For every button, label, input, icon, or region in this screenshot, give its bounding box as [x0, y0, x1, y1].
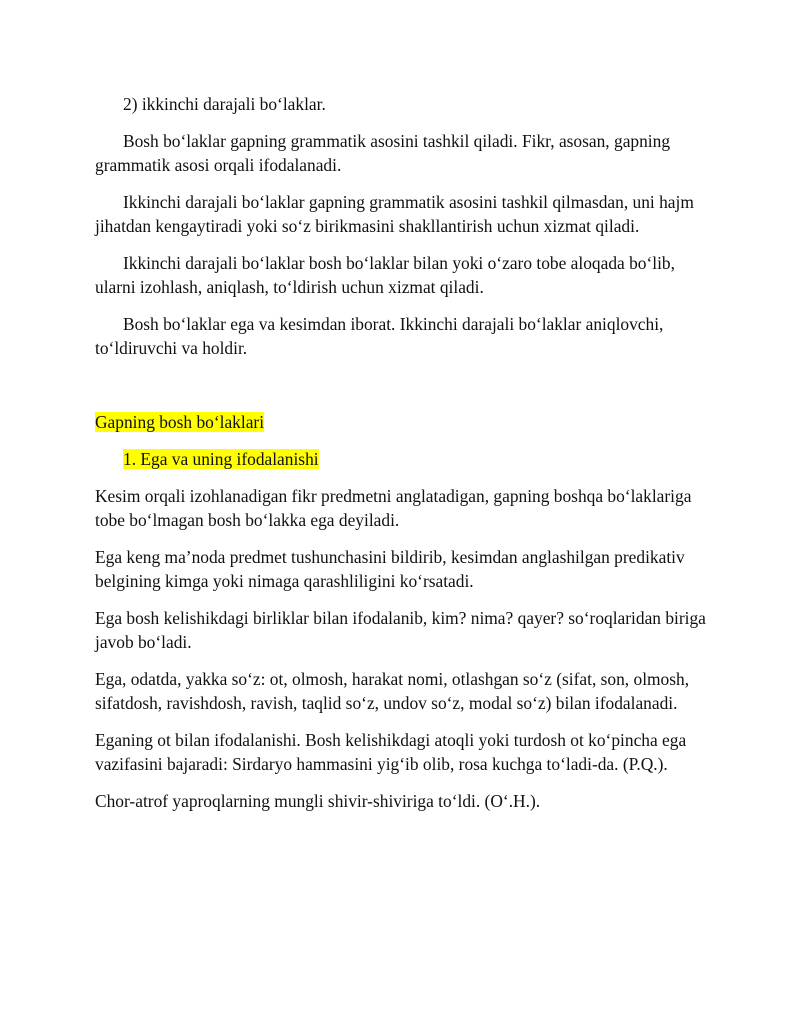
subsection-heading-text: 1. Ega va uning ifodalanishi [123, 449, 319, 469]
paragraph-secondary-parts-definition: Ikkinchi darajali bo‘laklar gapning grammatik asosini tashkil qilmasdan, uni hajm jihatdan kengaytiradi yoki so‘z birikmasini shakllantirish uchun xizmat qiladi. [95, 192, 694, 236]
section-spacer [95, 373, 710, 410]
document-page [95, 92, 710, 826]
paragraph-subject-expression: Ega, odatda, yakka so‘z: ot, olmosh, harakat nomi, otlashgan so‘z (sifat, son, olmosh, sifatdosh, ravishdosh, ravish, taqlid so‘z, undov so‘z, modal so‘z) bilan ifodalanadi. [95, 669, 690, 713]
paragraph-list-item-2: 2) ikkinchi darajali bo‘laklar. [123, 94, 326, 114]
paragraph-subject-case: Ega bosh kelishikdagi birliklar bilan ifodalanib, kim? nima? qayer? so‘roqlaridan biriga javob bo‘ladi. [95, 608, 706, 652]
paragraph-example-quote: Chor-atrof yaproqlarning mungli shivir-shiviriga to‘ldi. (O‘.H.). [95, 791, 541, 811]
paragraph-subject-broad-meaning: Ega keng ma’noda predmet tushunchasini bildirib, kesimdan anglashilgan predikativ belgining kimga yoki nimaga qarashliligini ko‘rsatadi. [95, 547, 685, 591]
paragraph-subject-definition: Kesim orqali izohlanadigan fikr predmetni anglatadigan, gapning boshqa bo‘laklariga tobe bo‘lmagan bosh bo‘lakka ega deyiladi. [95, 486, 692, 530]
subsection-heading [95, 447, 710, 471]
paragraph-secondary-parts-relation: Ikkinchi darajali bo‘laklar bosh bo‘laklar bilan yoki o‘zaro tobe aloqada bo‘lib, ularni izohlash, aniqlash, to‘ldirish uchun xizmat qiladi. [95, 253, 675, 297]
section-heading-text: Gapning bosh bo‘laklari [95, 412, 265, 432]
section-heading [95, 410, 710, 434]
paragraph-parts-composition: Bosh bo‘laklar ega va kesimdan iborat. Ikkinchi darajali bo‘laklar aniqlovchi, to‘ldiruvchi va holdir. [95, 314, 664, 358]
paragraph-main-parts-definition: Bosh bo‘laklar gapning grammatik asosini tashkil qiladi. Fikr, asosan, gapning grammatik asosi orqali ifodalanadi. [95, 131, 671, 175]
paragraph-subject-noun-example: Eganing ot bilan ifodalanishi. Bosh kelishikdagi atoqli yoki turdosh ot ko‘pincha ega vazifasini bajaradi: Sirdaryo hammasini yig‘ib olib, rosa kuchga to‘ladi-da. (P.Q.). [95, 730, 687, 774]
